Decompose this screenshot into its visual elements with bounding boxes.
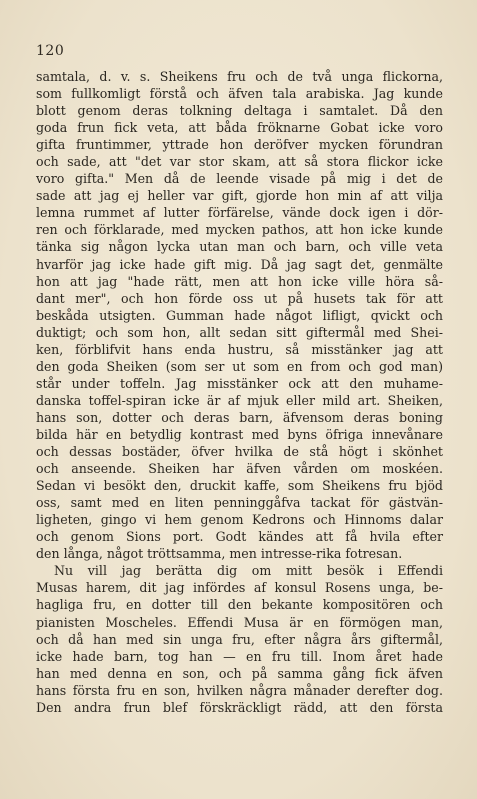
text-line: och genom Sions port. Godt kändes att få hvila efter [36,529,443,545]
text-line: dant mer", och hon förde oss ut på husets tak för att [36,290,443,306]
text-line: står under toffeln. Jag misstänker ock att den muhame- [36,375,443,391]
text-line: Nu vill jag berätta dig om mitt besök i Effendi [54,563,443,579]
text-line: hagliga fru, en dotter till den bekante kompositören och [36,597,443,613]
text-line: han med denna en son, och på samma gång fick äfven [36,665,443,681]
text-line: ligheten, gingo vi hem genom Kedrons och Hinnoms dalar [36,512,443,528]
text-line: Sedan vi besökt den, druckit kaffe, som Sheikens fru bjöd [36,478,443,494]
text-line: pianisten Moscheles. Effendi Musa är en förmögen man, [36,614,443,630]
text-line: ren och förklarade, med mycken pathos, att hon icke kunde [36,222,443,238]
body-text [36,68,443,716]
text-line: hans första fru en son, hvilken några månader derefter dog. [36,682,443,698]
text-line: den långa, något tröttsamma, men intresse-rika fotresan. [36,546,403,562]
text-line: och dessas bostäder, öfver hvilka de stå högt i skönhet [36,444,443,460]
text-line: hvarför jag icke hade gift mig. Då jag sagt det, genmälte [36,256,443,272]
text-line: tänka sig någon lycka utan man och barn, och ville veta [36,239,443,255]
text-line: beskåda utsigten. Gumman hade något lifligt, qvickt och [36,307,443,323]
text-line: oss, samt med en liten penninggåfva tackat för gästvän- [36,495,443,511]
text-line: lemna rummet af lutter förfärelse, vände dock igen i dör- [36,205,443,221]
text-line: som fullkomligt förstå och äfven tala arabiska. Jag kunde [36,86,443,102]
text-line: goda frun fick veta, att båda fröknarne Gobat icke voro [36,120,443,136]
paragraph [36,562,443,715]
text-line: och då han med sin unga fru, efter några års giftermål, [36,631,443,647]
text-line: bilda här en betydlig kontrast med byns öfriga innevånare [36,426,443,442]
page-number: 120 [36,43,65,59]
text-line: hans son, dotter och deras barn, äfvensom deras boning [36,409,443,425]
text-line: gifta fruntimmer, yttrade hon deröfver mycken förundran [36,137,443,153]
text-line: icke hade barn, tog han — en fru till. Inom året hade [36,648,443,664]
text-line: ken, förblifvit hans enda hustru, så misstänker jag att [36,341,443,357]
text-line: hon att jag "hade rätt, men att hon icke ville höra så- [36,273,443,289]
text-line: sade att jag ej heller var gift, gjorde hon min af att vilja [36,188,443,204]
text-line: Den andra frun blef förskräckligt rädd, att den första [36,699,443,715]
paragraph [36,68,443,562]
text-line: och anseende. Sheiken har äfven vården om moskéen. [36,461,443,477]
text-line: den goda Sheiken (som ser ut som en from och god man) [36,358,443,374]
text-line: Musas harem, dit jag infördes af konsul Rosens unga, be- [36,580,443,596]
text-line: danska toffel-spiran icke är af mjuk eller mild art. Sheiken, [36,392,443,408]
text-line: voro gifta." Men då de leende visade på mig i det de [36,171,443,187]
text-line: blott genom deras tolkning deltaga i samtalet. Då den [36,103,443,119]
text-line: duktigt; och som hon, allt sedan sitt giftermål med Shei- [36,324,443,340]
text-line: och sade, att "det var stor skam, att så stora flickor icke [36,154,443,170]
text-line: samtala, d. v. s. Sheikens fru och de två unga flickorna, [36,69,443,84]
